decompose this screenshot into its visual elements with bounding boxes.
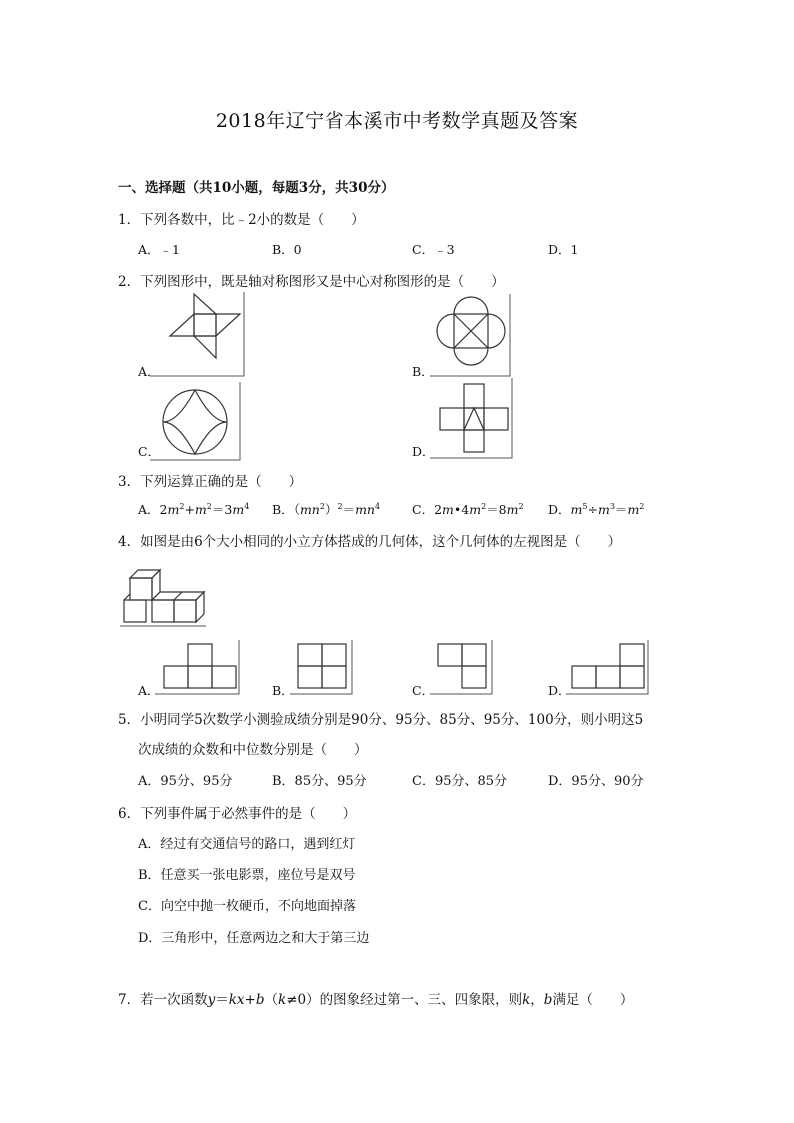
q7-k2: k <box>522 992 531 1008</box>
q3-c-p1: 2 <box>434 502 443 517</box>
q7-neq: ≠0）的图象经过第一、三、四象限，则 <box>286 992 523 1008</box>
q2-figure-c <box>150 382 250 462</box>
question-5-stem-line-2: 次成绩的众数和中位数分别是（ ） <box>138 742 368 758</box>
q3-b-p2: ） <box>324 502 338 517</box>
q7-y: y <box>207 992 216 1008</box>
q3-option-d[interactable] <box>548 500 644 518</box>
q3-b-e3: 4 <box>374 501 381 511</box>
q3-a-e2: 2 <box>206 501 212 511</box>
q5-option-d[interactable]: D．95分、90分 <box>548 774 644 789</box>
q3-option-c[interactable] <box>412 500 524 518</box>
q4-figure-c <box>430 640 500 696</box>
q7-suffix: 满足（ ） <box>552 992 634 1008</box>
q3-a-p2: + <box>184 502 195 517</box>
q3-d-p2: ÷ <box>587 502 598 517</box>
q2-figure-d <box>430 378 520 462</box>
q3-c-label: C． <box>412 502 435 517</box>
q7-b: b <box>255 992 265 1008</box>
q3-b-e1: 2 <box>319 501 325 511</box>
q3-d-m1: m <box>570 502 583 517</box>
q1-option-d[interactable]: D．1 <box>548 242 579 257</box>
q4-cube-figure <box>120 562 210 628</box>
q1-option-a[interactable]: A．﹣1 <box>138 242 180 257</box>
q3-b-m1: mn <box>299 502 320 517</box>
q2-figure-a <box>150 292 250 382</box>
q3-c-m3: m <box>506 502 519 517</box>
question-6-stem: 6．下列事件属于必然事件的是（ ） <box>118 806 357 822</box>
q3-d-m2: m <box>597 502 610 517</box>
q3-d-label: D． <box>548 502 571 517</box>
q7-eq: ＝ <box>215 992 229 1008</box>
q4-option-c-label[interactable]: C． <box>412 683 435 698</box>
q3-a-m2: m <box>194 502 207 517</box>
q7-kx: kx <box>228 992 245 1008</box>
q2-option-a-label[interactable]: A． <box>138 364 160 379</box>
q6-option-b[interactable]: B．任意买一张电影票，座位号是双号 <box>138 868 356 883</box>
q2-option-d-label[interactable]: D． <box>412 444 435 459</box>
q1-option-b[interactable]: B．0 <box>272 242 302 257</box>
q3-a-m3: m <box>232 502 245 517</box>
q5-option-c[interactable]: C．95分、85分 <box>412 774 508 789</box>
q4-option-a-label[interactable]: A． <box>138 683 160 698</box>
q3-c-p2: •4 <box>453 502 470 517</box>
q3-a-e3: 4 <box>244 501 250 511</box>
q3-c-m1: m <box>442 502 454 517</box>
q3-a-m1: m <box>167 502 180 517</box>
page-title: 2018年辽宁省本溪市中考数学真题及答案 <box>215 110 579 132</box>
q3-a-label: A． <box>138 502 160 517</box>
q3-d-e3: 2 <box>639 501 645 511</box>
question-3-stem: 3．下列运算正确的是（ ） <box>118 474 303 490</box>
q3-c-p3: ＝8 <box>486 502 507 517</box>
q2-figure-b <box>430 294 516 380</box>
q7-paren: （ <box>264 992 278 1008</box>
q3-b-e2: 2 <box>337 501 343 511</box>
q4-option-d-label[interactable]: D． <box>548 683 571 698</box>
q3-b-label: B． <box>272 502 294 517</box>
q5-option-a[interactable]: A．95分、95分 <box>138 774 233 789</box>
q1-option-c[interactable]: C．﹣3 <box>412 242 455 257</box>
q3-a-p3: ＝3 <box>211 502 233 517</box>
q6-option-d[interactable]: D．三角形中，任意两边之和大于第三边 <box>138 931 370 946</box>
q3-c-e2: 2 <box>481 501 487 511</box>
q3-d-m3: m <box>627 502 640 517</box>
q3-c-e3: 2 <box>518 501 524 511</box>
q3-a-e1: 2 <box>179 501 185 511</box>
q3-d-e2: 3 <box>609 501 615 511</box>
question-7-stem <box>118 988 633 1008</box>
question-4-stem: 4．如图是由6个大小相同的小立方体搭成的几何体，这个几何体的左视图是（ ） <box>118 534 622 550</box>
q2-option-b-label[interactable]: B． <box>412 364 434 379</box>
q4-figure-d <box>566 640 656 696</box>
q7-plus: + <box>244 992 256 1008</box>
q7-k: k <box>278 992 287 1008</box>
q7-prefix: 7．若一次函数 <box>118 992 208 1008</box>
q4-option-b-label[interactable]: B． <box>272 683 294 698</box>
q3-d-e1: 5 <box>582 501 588 511</box>
q7-b2: b <box>543 992 553 1008</box>
q4-figure-a <box>155 640 247 696</box>
q5-option-b[interactable]: B．85分、95分 <box>272 774 367 789</box>
q3-b-m3: mn <box>355 502 375 517</box>
q6-option-c[interactable]: C．向空中抛一枚硬币，不向地面掉落 <box>138 899 356 914</box>
q3-option-b[interactable] <box>272 500 380 518</box>
q3-c-m2: m <box>469 502 482 517</box>
q3-b-p1: （ <box>293 502 300 517</box>
q2-option-c-label[interactable]: C． <box>138 444 161 459</box>
q3-b-p3: ＝ <box>342 502 356 517</box>
question-5-stem-line-1: 5．小明同学5次数学小测验成绩分别是90分、95分、85分、95分、100分，则小明这5 <box>118 712 644 728</box>
q3-option-a[interactable] <box>138 500 249 518</box>
q3-d-p3: ＝ <box>614 502 628 517</box>
section-header: 一、选择题（共10小题，每题3分，共30分） <box>118 180 395 196</box>
q7-comma: ， <box>530 992 544 1008</box>
q4-figure-b <box>290 640 360 696</box>
q6-option-a[interactable]: A．经过有交通信号的路口，遇到红灯 <box>138 837 356 852</box>
question-1-stem: 1．下列各数中，比﹣2小的数是（ ） <box>118 212 365 228</box>
question-2-stem: 2．下列图形中，既是轴对称图形又是中心对称图形的是（ ） <box>118 274 505 290</box>
q3-a-p1: 2 <box>159 502 168 517</box>
